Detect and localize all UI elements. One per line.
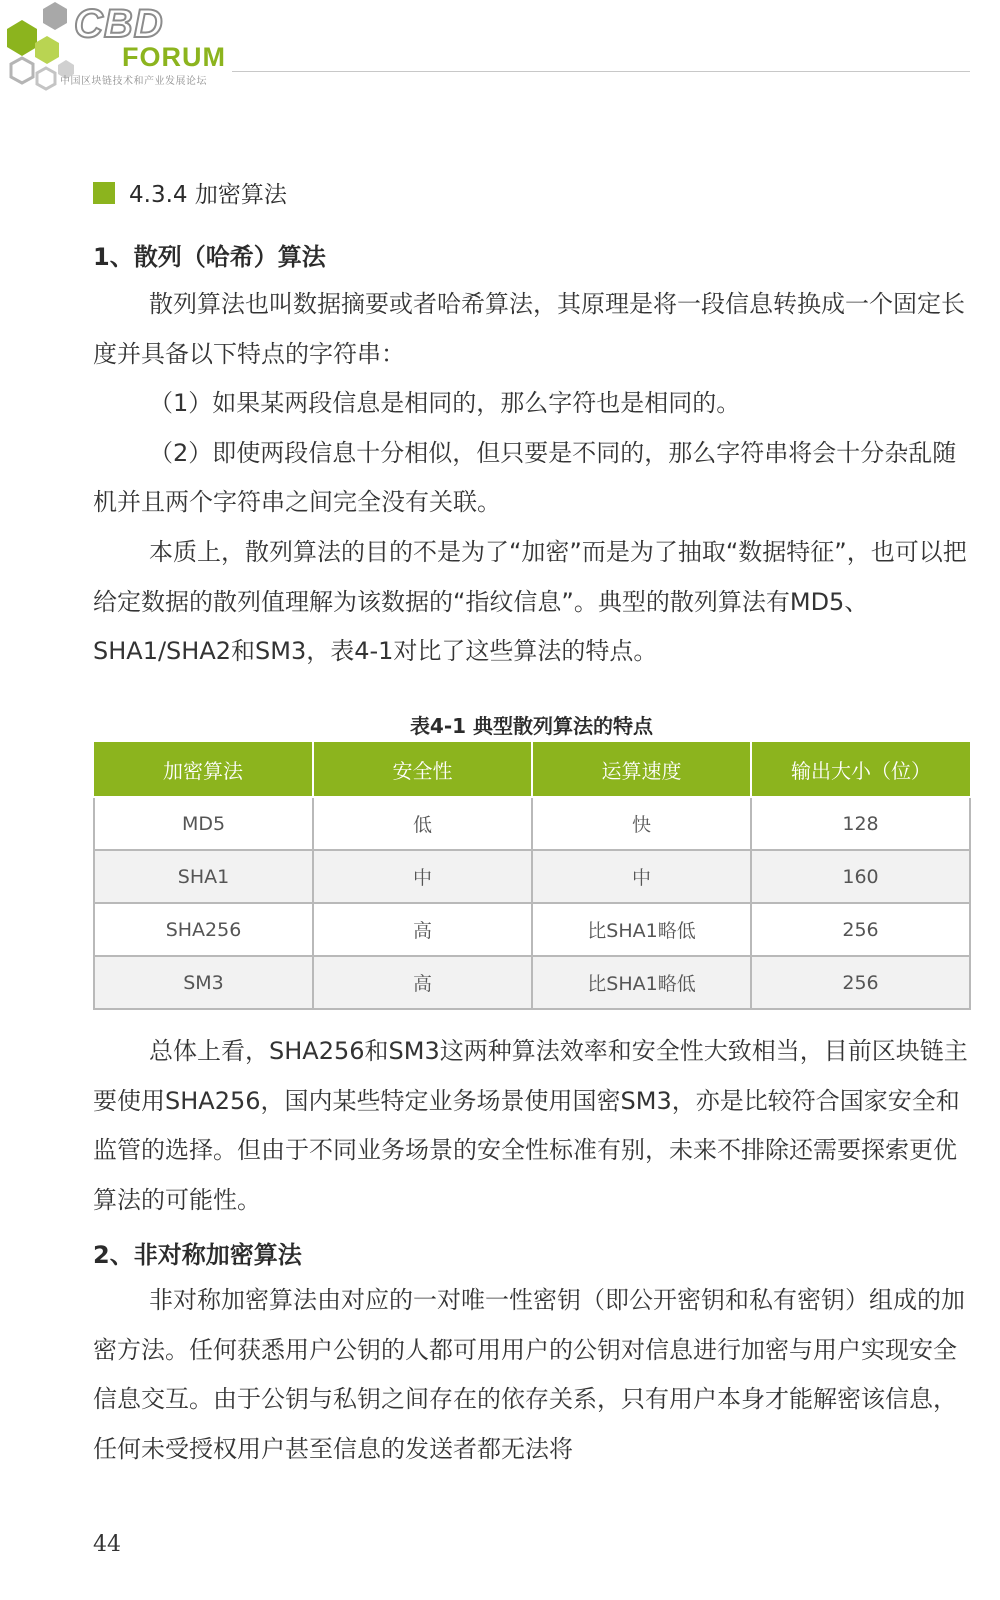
table-cell: 128: [751, 797, 970, 850]
table-row: [94, 956, 970, 1009]
table-header-cell: 输出大小（位）: [751, 742, 970, 797]
table-cell: 256: [751, 903, 970, 956]
table-cell: 低: [313, 797, 532, 850]
table-cell: 256: [751, 956, 970, 1009]
table-cell: 中: [313, 850, 532, 903]
table-row: [94, 850, 970, 903]
table-caption: 表4-1 典型散列算法的特点: [409, 714, 654, 738]
section-title-text: 4.3.4 加密算法: [129, 182, 287, 208]
table-cell: 160: [751, 850, 970, 903]
table-cell: MD5: [94, 797, 313, 850]
table-cell: SHA256: [94, 903, 313, 956]
table-cell: 高: [313, 956, 532, 1009]
logo-cbd-text: CBD: [74, 2, 164, 46]
header-divider: [232, 71, 970, 72]
hash-feature-item-1: （1）如果某两段信息是相同的，那么字符也是相同的。: [149, 389, 741, 418]
hash-algorithm-table: [93, 742, 971, 1010]
table-header-row: [94, 742, 970, 797]
hash-feature-item-2: （2）即使两段信息十分相似，但只要是不同的，那么字符串将会十分杂乱随机并且两个字符串之间完全没有关联。: [93, 438, 957, 517]
cbd-forum-logo: [0, 0, 240, 95]
table-header-cell: 运算速度: [532, 742, 751, 797]
page-number: 44: [93, 1532, 121, 1557]
table-cell: 中: [532, 850, 751, 903]
hash-heading: 1、散列（哈希）算法: [93, 243, 326, 271]
asym-paragraph: 非对称加密算法由对应的一对唯一性密钥（即公开密钥和私有密钥）组成的加密方法。任何获悉用户公钥的人都可用用户的公钥对信息进行加密与用户实现安全信息交互。由于公钥与私钥之间存在的依存关系，只有用户本身才能解密该信息，任何未受授权用户甚至信息的发送者都无法将: [93, 1286, 965, 1463]
table-row: [94, 903, 970, 956]
table-cell: 快: [532, 797, 751, 850]
asym-heading: 2、非对称加密算法: [93, 1241, 302, 1269]
hash-essence-paragraph: 本质上，散列算法的目的不是为了“加密”而是为了抽取“数据特征”，也可以把给定数据的散列值理解为该数据的“指纹信息”。典型的散列算法有MD5、SHA1/SHA2和SM3，表4-1对比了这些算法的特点。: [93, 537, 967, 666]
hash-body: [93, 280, 970, 677]
summary-paragraph: 总体上看，SHA256和SM3这两种算法效率和安全性大致相当，目前区块链主要使用SHA256，国内某些特定业务场景使用国密SM3，亦是比较符合国家安全和监管的选择。但由于不同业务场景的安全性标准有别，未来不排除还需要探索更优算法的可能性。: [93, 1037, 968, 1214]
table-cell: SHA1: [94, 850, 313, 903]
table-row: [94, 797, 970, 850]
table-header-cell: 加密算法: [94, 742, 313, 797]
table-cell: 高: [313, 903, 532, 956]
table-cell: SM3: [94, 956, 313, 1009]
logo-caption: 中国区块链技术和产业发展论坛: [60, 76, 207, 87]
table-cell: 比SHA1略低: [532, 903, 751, 956]
green-square-icon: [93, 182, 115, 204]
table-cell: 比SHA1略低: [532, 956, 751, 1009]
asym-body: [93, 1276, 970, 1474]
logo-forum-text: FORUM: [122, 42, 226, 72]
table-header-cell: 安全性: [313, 742, 532, 797]
hash-intro-paragraph: 散列算法也叫数据摘要或者哈希算法，其原理是将一段信息转换成一个固定长度并具备以下特点的字符串：: [93, 290, 965, 368]
summary-body: [93, 1027, 970, 1225]
section-title: [93, 176, 287, 209]
